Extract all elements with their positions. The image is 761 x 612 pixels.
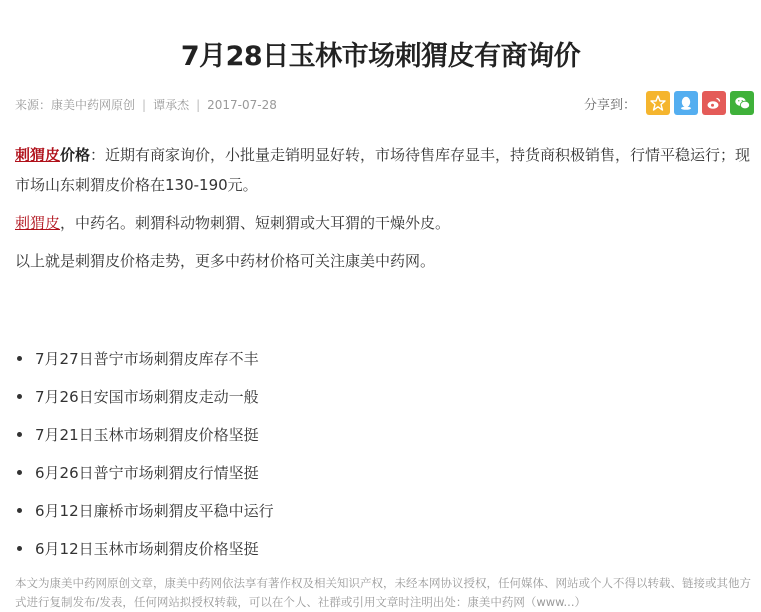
article-meta bbox=[15, 96, 277, 113]
qq-icon bbox=[678, 95, 694, 111]
related-article-item[interactable] bbox=[15, 454, 753, 492]
keyword-suffix: 价格 bbox=[60, 146, 91, 164]
price-paragraph bbox=[15, 140, 753, 200]
related-article-link[interactable]: 6月12日廉桥市场刺猬皮平稳中运行 bbox=[35, 502, 274, 520]
related-article-link[interactable]: 7月27日普宁市场刺猬皮库存不丰 bbox=[35, 350, 259, 368]
related-article-link[interactable]: 7月21日玉林市场刺猬皮价格坚挺 bbox=[35, 426, 259, 444]
definition-paragraph bbox=[15, 208, 753, 238]
bullet bbox=[17, 546, 22, 551]
bullet bbox=[17, 356, 22, 361]
related-article-item[interactable] bbox=[15, 492, 753, 530]
share-bar bbox=[584, 90, 754, 116]
qzone-share-button[interactable] bbox=[646, 91, 670, 115]
summary-paragraph bbox=[15, 246, 753, 276]
wechat-icon bbox=[734, 95, 751, 111]
qq-share-button[interactable] bbox=[674, 91, 698, 115]
article-title: 7月28日玉林市场刺猬皮有商询价 bbox=[180, 41, 581, 72]
related-article-item[interactable] bbox=[15, 378, 753, 416]
related-article-link[interactable]: 6月12日玉林市场刺猬皮价格坚挺 bbox=[35, 540, 259, 558]
bullet bbox=[17, 508, 22, 513]
bullet bbox=[17, 394, 22, 399]
keyword-link[interactable]: 刺猬皮 bbox=[15, 214, 61, 232]
meta-divider: | bbox=[142, 98, 147, 112]
qzone-icon bbox=[650, 95, 666, 111]
copyright-notice: 本文为康美中药网原创文章，康美中药网依法享有著作权及相关知识产权，未经本网协议授权，任何媒体、网站或个人不得以转载、链接或其他方式进行复制发布/发表，任何网站拟授权转载，可以在个人、社群或引用文章时注明出处：康美中药网（www...） bbox=[15, 576, 751, 609]
related-article-item[interactable] bbox=[15, 340, 753, 378]
meta-divider: | bbox=[196, 98, 201, 112]
bullet bbox=[17, 470, 22, 475]
related-articles-list bbox=[15, 340, 753, 568]
summary-text: 以上就是刺猬皮价格走势，更多中药材价格可关注康美中药网。 bbox=[15, 252, 436, 270]
wechat-share-button[interactable] bbox=[730, 91, 754, 115]
article-date: 2017-07-28 bbox=[207, 98, 277, 112]
keyword-link[interactable]: 刺猬皮 bbox=[15, 146, 61, 164]
article-source: 来源：康美中药网原创 bbox=[15, 98, 136, 112]
share-label: 分享到： bbox=[584, 97, 637, 113]
related-article-link[interactable]: 7月26日安国市场刺猬皮走动一般 bbox=[35, 388, 259, 406]
definition-text: ，中药名。刺猬科动物刺猬、短刺猬或大耳猬的干燥外皮。 bbox=[60, 214, 451, 232]
related-article-item[interactable] bbox=[15, 530, 753, 568]
article-author: 谭承杰 bbox=[153, 98, 190, 112]
related-article-item[interactable] bbox=[15, 416, 753, 454]
bullet bbox=[17, 432, 22, 437]
weibo-share-button[interactable] bbox=[702, 91, 726, 115]
article-body bbox=[15, 140, 753, 284]
price-text: ：近期有商家询价，小批量走销明显好转，市场待售库存显丰，持货商积极销售，行情平稳运行；现市场山东刺猬皮价格在130-190元。 bbox=[15, 146, 751, 194]
related-article-link[interactable]: 6月26日普宁市场刺猬皮行情坚挺 bbox=[35, 464, 259, 482]
weibo-icon bbox=[706, 95, 722, 111]
